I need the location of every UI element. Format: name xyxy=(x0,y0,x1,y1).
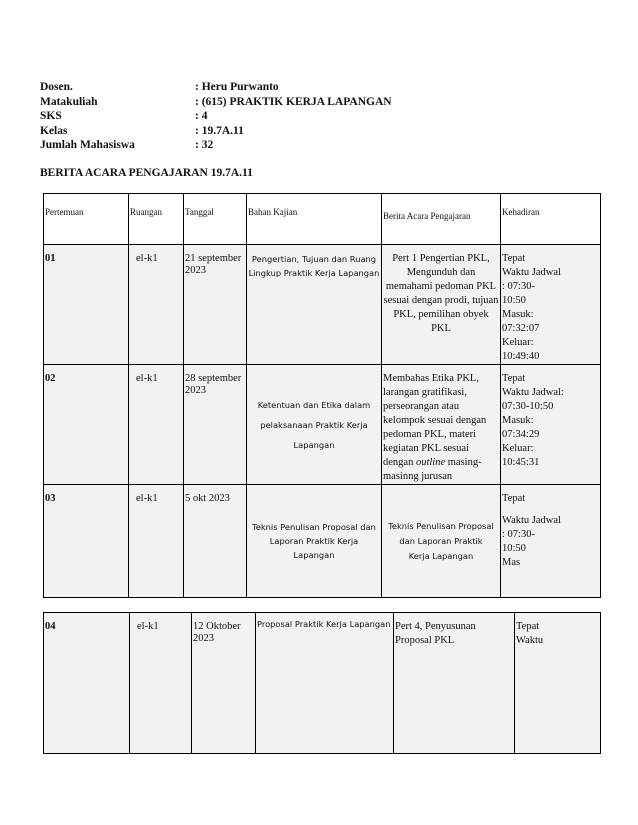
row-date: 5 okt 2023 xyxy=(184,485,247,598)
row-bahan-kajian: Pengertian, Tujuan dan Ruang Lingkup Praktik Kerja Lapangan xyxy=(247,245,382,365)
row-kehadiran: Tepat Waktu Jadwal : 07:30- 10:50 Masuk: 07:32:07 Keluar: 10:49:40 xyxy=(501,245,601,365)
row-number: 04 xyxy=(44,613,130,754)
row-room: el-k1 xyxy=(129,485,184,598)
row-number: 03 xyxy=(44,485,129,598)
row-room: el-k1 xyxy=(130,613,192,754)
table-row xyxy=(44,485,601,598)
header-bahan-kajian: Bahan Kajian xyxy=(247,194,382,245)
jumlah-value: : 32 xyxy=(195,139,214,151)
matakuliah-label: Matakuliah xyxy=(40,95,98,108)
row-berita-acara: Pert 4, Penyusunan Proposal PKL xyxy=(394,613,515,754)
matakuliah-value: : (615) PRAKTIK KERJA LAPANGAN xyxy=(195,95,392,108)
row-bahan-kajian: Teknis Penulisan Proposal dan Laporan Praktik Kerja Lapangan xyxy=(247,485,382,598)
header-ruangan: Ruangan xyxy=(129,194,184,245)
kelas-value: : 19.7A.11 xyxy=(195,124,244,137)
header-kehadiran: Kehadiran xyxy=(501,194,601,245)
row-number: 02 xyxy=(44,365,129,485)
attendance-table-continued xyxy=(43,612,601,754)
header-pertemuan: Pertemuan xyxy=(44,194,129,245)
page-title: BERITA ACARA PENGAJARAN 19.7A.11 xyxy=(40,167,253,179)
row-bahan-kajian: Ketentuan dan Etika dalam pelaksanaan Praktik Kerja Lapangan xyxy=(247,365,382,485)
row-room: el-k1 xyxy=(129,245,184,365)
course-info xyxy=(40,80,392,153)
row-bahan-kajian: Proposal Praktik Kerja Lapangan xyxy=(256,613,394,754)
table-header-row xyxy=(44,194,601,245)
table-row xyxy=(44,245,601,365)
row-room: el-k1 xyxy=(129,365,184,485)
table-row xyxy=(44,613,601,754)
attendance-table xyxy=(43,193,601,598)
row-berita-acara: Teknis Penulisan Proposal dan Laporan Praktik Kerja Lapangan xyxy=(382,485,501,598)
row-berita-acara: Membahas Etika PKL, larangan gratifikasi, perseorangan atau kelompok sesuai dengan pedoman PKL, materi kegiatan PKL sesuai dengan outline masing-masinng jurusan xyxy=(382,365,501,485)
header-tanggal: Tanggal xyxy=(184,194,247,245)
row-kehadiran: Tepat Waktu Jadwal : 07:30- 10:50 Mas xyxy=(501,485,601,598)
jumlah-label: Jumlah Mahasiswa xyxy=(40,139,135,151)
row-number: 01 xyxy=(44,245,129,365)
dosen-value: : Heru Purwanto xyxy=(195,81,279,93)
sks-label: SKS xyxy=(40,110,62,122)
dosen-label: Dosen. xyxy=(40,81,73,93)
row-kehadiran: Tepat Waktu Jadwal: 07:30-10:50 Masuk: 07:34:29 Keluar: 10:45:31 xyxy=(501,365,601,485)
table-row xyxy=(44,365,601,485)
row-date: 12 Oktober 2023 xyxy=(192,613,256,754)
kelas-label: Kelas xyxy=(40,124,68,137)
header-berita-acara: Berita Acara Pengajaran xyxy=(382,194,501,245)
row-date: 28 september 2023 xyxy=(184,365,247,485)
row-kehadiran: Tepat Waktu xyxy=(515,613,601,754)
sks-value: : 4 xyxy=(195,110,208,122)
row-berita-acara: Pert 1 Pengertian PKL, Mengunduh dan memahami pedoman PKL sesuai dengan prodi, tujuan PKL, pemilihan obyek PKL xyxy=(382,245,501,365)
row-date: 21 september 2023 xyxy=(184,245,247,365)
